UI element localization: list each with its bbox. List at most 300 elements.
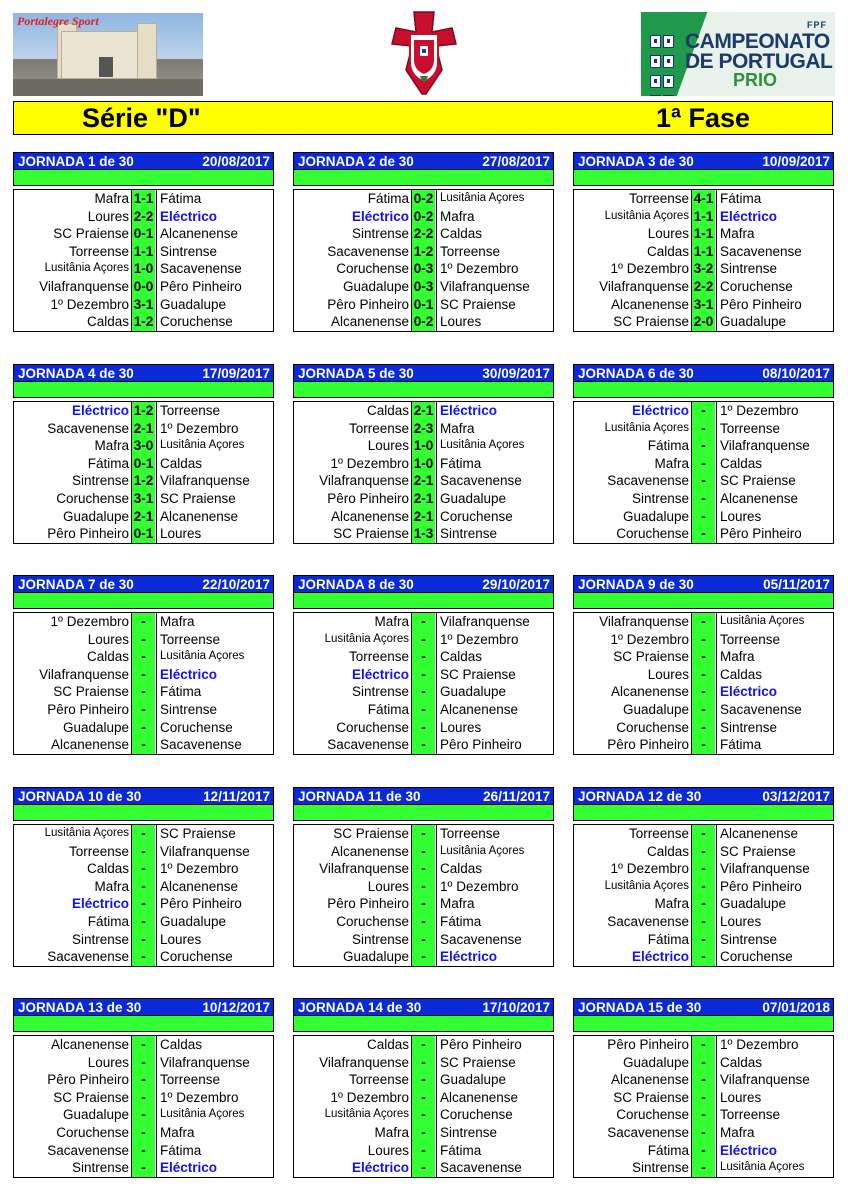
column-divider: [131, 825, 132, 966]
away-team: Pêro Pinheiro: [440, 737, 522, 753]
home-team: Loures: [367, 878, 409, 894]
match-score: -: [412, 683, 435, 701]
round-date: 17/10/2017: [482, 1000, 550, 1015]
match-score: -: [692, 437, 715, 455]
away-team: Sacavenense: [440, 1160, 522, 1176]
home-team: Torreense: [348, 420, 409, 436]
home-team: Lusitânia Açores: [604, 879, 689, 892]
away-team: Guadalupe: [440, 1072, 507, 1088]
match-score: -: [692, 455, 715, 473]
home-team: Fátima: [367, 701, 409, 717]
match-row: [574, 666, 833, 684]
match-score: 2-2: [693, 278, 714, 294]
match-score: 0-3: [413, 261, 434, 277]
away-team: Sacavenense: [720, 701, 802, 717]
away-team: Torreense: [720, 1107, 781, 1123]
home-team: Sacavenense: [607, 473, 689, 489]
match-score: -: [692, 913, 715, 931]
home-team: Loures: [367, 438, 409, 454]
away-team: 1º Dezembro: [160, 861, 239, 877]
match-score: -: [692, 683, 715, 701]
match-score: -: [412, 648, 435, 666]
away-team: Sintrense: [160, 243, 218, 259]
match-row: [574, 1071, 833, 1089]
away-team: 1º Dezembro: [440, 261, 519, 277]
logo-line2: DE PORTUGAL: [685, 50, 833, 73]
home-team: SC Praiense: [613, 649, 689, 665]
match-score: -: [412, 843, 435, 861]
match-row: [574, 296, 833, 314]
match-score: -: [412, 719, 435, 737]
away-team: Caldas: [720, 666, 763, 682]
match-row: [294, 683, 553, 701]
away-team: Coruchense: [160, 314, 233, 330]
away-team: Lusitânia Açores: [720, 1161, 805, 1174]
match-row: [574, 508, 833, 526]
match-row: [294, 243, 553, 261]
round-table: [13, 152, 274, 332]
round-header: [13, 575, 274, 593]
match-row: [14, 1054, 273, 1072]
match-row: [294, 948, 553, 966]
match-list: [293, 401, 554, 544]
match-row: [14, 683, 273, 701]
match-row: [574, 260, 833, 278]
away-team: Mafra: [160, 614, 195, 629]
away-team: Fátima: [720, 191, 762, 206]
match-score: -: [132, 825, 155, 843]
home-team: Coruchense: [56, 490, 129, 506]
match-score: -: [132, 931, 155, 949]
home-team: Coruchense: [56, 1124, 129, 1140]
home-team: Guadalupe: [342, 278, 409, 294]
match-row: [14, 913, 273, 931]
round-green-bar: [573, 1016, 834, 1032]
match-score: -: [692, 420, 715, 438]
match-row: [574, 243, 833, 261]
home-team: Pêro Pinheiro: [327, 490, 409, 506]
match-score: -: [412, 948, 435, 966]
home-team: Coruchense: [336, 261, 409, 277]
match-row: [574, 420, 833, 438]
match-score: 1-1: [693, 226, 714, 242]
match-row: [294, 931, 553, 949]
match-row: [14, 843, 273, 861]
away-team: Eléctrico: [720, 684, 778, 700]
match-score: 2-1: [413, 508, 434, 524]
match-score: -: [412, 931, 435, 949]
home-team: Fátima: [647, 931, 689, 947]
away-team: Torreense: [440, 826, 501, 841]
away-team: Loures: [160, 931, 202, 947]
home-team: Alcanenense: [330, 843, 409, 859]
match-score: 0-1: [133, 526, 154, 542]
round-header: [13, 364, 274, 382]
home-team: Mafra: [94, 438, 129, 454]
match-row: [294, 508, 553, 526]
match-list: [293, 612, 554, 755]
match-row: [14, 648, 273, 666]
away-team: SC Praiense: [440, 666, 516, 682]
round-date: 17/09/2017: [202, 366, 270, 381]
away-team: Alcanenense: [440, 701, 519, 717]
away-team: Lusitânia Açores: [160, 650, 245, 663]
home-team: Caldas: [86, 314, 129, 330]
match-score: 1-0: [413, 455, 434, 471]
away-team: Eléctrico: [440, 403, 498, 418]
match-score: 2-3: [413, 420, 434, 436]
away-team: Guadalupe: [720, 896, 787, 912]
round-title: JORNADA 14 de 30: [298, 1000, 422, 1015]
match-score: -: [692, 860, 715, 878]
home-team: Alcanenense: [50, 737, 129, 753]
away-team: SC Praiense: [720, 473, 796, 489]
match-row: [294, 278, 553, 296]
home-team: Guadalupe: [622, 701, 689, 717]
club-photo: [13, 13, 203, 96]
match-list: [293, 189, 554, 332]
match-score: 1-2: [133, 314, 154, 330]
away-team: Sintrense: [160, 701, 218, 717]
match-score: -: [132, 701, 155, 719]
match-score: -: [692, 948, 715, 966]
column-divider: [156, 1036, 157, 1177]
away-team: Guadalupe: [160, 913, 227, 929]
logo-line1: CAMPEONATO: [685, 30, 830, 53]
match-score: -: [132, 683, 155, 701]
away-team: Fátima: [440, 1142, 482, 1158]
match-row: [574, 1124, 833, 1142]
match-score: -: [132, 895, 155, 913]
match-row: [574, 490, 833, 508]
home-team: Lusitânia Açores: [324, 632, 409, 645]
round-table: [293, 364, 554, 544]
column-divider: [716, 1036, 717, 1177]
match-row: [14, 1159, 273, 1177]
column-divider: [691, 825, 692, 966]
away-team: Guadalupe: [440, 490, 507, 506]
match-row: [574, 472, 833, 490]
away-team: SC Praiense: [440, 296, 516, 312]
round-header: [573, 787, 834, 805]
away-team: Torreense: [720, 631, 781, 647]
match-row: [294, 437, 553, 455]
home-team: Vilafranquense: [319, 1054, 409, 1070]
home-team: Pêro Pinheiro: [607, 1037, 689, 1052]
match-row: [294, 402, 553, 420]
match-score: -: [692, 825, 715, 843]
round-green-bar: [13, 593, 274, 609]
match-row: [14, 701, 273, 719]
match-row: [294, 1142, 553, 1160]
home-team: Sintrense: [71, 1160, 129, 1176]
match-row: [574, 1106, 833, 1124]
match-score: -: [132, 1142, 155, 1160]
round-date: 26/11/2017: [483, 789, 550, 804]
home-team: Eléctrico: [351, 666, 409, 682]
match-score: 3-1: [133, 490, 154, 506]
round-date: 10/12/2017: [202, 1000, 270, 1015]
column-divider: [716, 402, 717, 543]
round-header: [13, 152, 274, 170]
match-row: [574, 1036, 833, 1054]
match-score: 0-0: [133, 278, 154, 294]
away-team: Alcanenense: [160, 878, 239, 894]
home-team: Mafra: [654, 455, 689, 471]
match-score: -: [412, 1159, 435, 1177]
match-score: -: [412, 895, 435, 913]
match-row: [574, 860, 833, 878]
home-team: Alcanenense: [330, 314, 409, 330]
round-header: [13, 998, 274, 1016]
away-team: Mafra: [160, 1124, 195, 1140]
column-divider: [411, 1036, 412, 1177]
match-score: -: [412, 1054, 435, 1072]
away-team: Mafra: [720, 226, 755, 242]
away-team: SC Praiense: [720, 843, 796, 859]
home-team: Sintrense: [351, 226, 409, 242]
column-divider: [691, 190, 692, 331]
round-date: 29/10/2017: [482, 577, 550, 592]
match-score: -: [132, 719, 155, 737]
match-row: [294, 825, 553, 843]
home-team: Torreense: [628, 826, 689, 841]
away-team: Sacavenense: [440, 473, 522, 489]
match-score: -: [692, 648, 715, 666]
match-row: [14, 525, 273, 543]
round-date: 05/11/2017: [763, 577, 830, 592]
home-team: Coruchense: [616, 526, 689, 542]
away-team: Pêro Pinheiro: [160, 278, 242, 294]
match-row: [294, 860, 553, 878]
away-team: Sintrense: [720, 719, 778, 735]
home-team: Sintrense: [631, 1160, 689, 1176]
match-row: [14, 1089, 273, 1107]
match-score: -: [412, 1071, 435, 1089]
match-row: [14, 402, 273, 420]
match-row: [14, 895, 273, 913]
away-team: Alcanenense: [160, 508, 239, 524]
away-team: Lusitânia Açores: [160, 1108, 245, 1121]
match-row: [14, 208, 273, 226]
home-team: Sacavenense: [607, 913, 689, 929]
match-list: [573, 401, 834, 544]
round-date: 30/09/2017: [482, 366, 550, 381]
match-score: -: [692, 1054, 715, 1072]
round-green-bar: [293, 1016, 554, 1032]
round-table: [13, 787, 274, 967]
home-team: Alcanenense: [610, 296, 689, 312]
home-team: Loures: [647, 666, 689, 682]
home-team: Sacavenense: [47, 949, 129, 965]
home-team: Mafra: [94, 878, 129, 894]
round-green-bar: [13, 170, 274, 186]
match-list: [573, 189, 834, 332]
column-divider: [436, 613, 437, 754]
match-row: [574, 843, 833, 861]
match-score: -: [692, 472, 715, 490]
match-row: [574, 190, 833, 208]
home-team: Mafra: [374, 1124, 409, 1140]
round-table: [293, 575, 554, 755]
match-row: [294, 208, 553, 226]
match-row: [574, 1142, 833, 1160]
match-score: -: [692, 701, 715, 719]
column-divider: [131, 190, 132, 331]
away-team: 1º Dezembro: [160, 1089, 239, 1105]
away-team: Coruchense: [720, 949, 793, 965]
match-list: [13, 189, 274, 332]
match-row: [294, 613, 553, 631]
away-team: Coruchense: [160, 949, 233, 965]
home-team: Fátima: [87, 913, 129, 929]
match-row: [14, 420, 273, 438]
home-team: SC Praiense: [613, 1089, 689, 1105]
home-team: Fátima: [647, 438, 689, 454]
round-header: [293, 364, 554, 382]
match-row: [574, 648, 833, 666]
home-team: SC Praiense: [613, 314, 689, 330]
home-team: Pêro Pinheiro: [47, 526, 129, 542]
away-team: Caldas: [440, 649, 483, 665]
logo-line3: PRIO: [733, 70, 778, 90]
match-score: 1-1: [693, 243, 714, 259]
match-row: [294, 1089, 553, 1107]
match-score: 2-1: [413, 490, 434, 506]
home-team: SC Praiense: [53, 226, 129, 242]
match-row: [294, 455, 553, 473]
match-row: [14, 1124, 273, 1142]
column-divider: [131, 1036, 132, 1177]
round-green-bar: [293, 805, 554, 821]
away-team: Sacavenense: [720, 243, 802, 259]
home-team: Guadalupe: [62, 1107, 129, 1123]
match-score: 2-2: [133, 208, 154, 224]
away-team: Guadalupe: [720, 314, 787, 330]
away-team: Coruchense: [440, 508, 513, 524]
match-row: [14, 1071, 273, 1089]
home-team: Sintrense: [351, 684, 409, 700]
match-row: [294, 296, 553, 314]
match-score: -: [692, 1071, 715, 1089]
match-score: -: [412, 913, 435, 931]
home-team: Torreense: [348, 649, 409, 665]
home-team: Torreense: [628, 191, 689, 206]
column-divider: [691, 1036, 692, 1177]
away-team: Torreense: [440, 243, 501, 259]
home-team: Eléctrico: [631, 949, 689, 965]
home-team: Sintrense: [351, 931, 409, 947]
away-team: Eléctrico: [720, 1142, 778, 1158]
photo-caption: Portalegre Sport: [17, 14, 99, 28]
away-team: Pêro Pinheiro: [440, 1037, 522, 1052]
match-row: [574, 736, 833, 754]
away-team: Coruchense: [160, 719, 233, 735]
round-date: 10/09/2017: [762, 154, 830, 169]
column-divider: [156, 613, 157, 754]
match-list: [573, 824, 834, 967]
match-row: [14, 225, 273, 243]
home-team: Loures: [367, 1142, 409, 1158]
match-row: [574, 208, 833, 226]
column-divider: [156, 402, 157, 543]
round-header: [293, 152, 554, 170]
match-score: 0-1: [413, 296, 434, 312]
home-team: Loures: [87, 631, 129, 647]
round-green-bar: [13, 1016, 274, 1032]
home-team: Pêro Pinheiro: [327, 296, 409, 312]
match-score: 1-0: [133, 261, 154, 277]
home-team: Lusitânia Açores: [44, 827, 129, 839]
column-divider: [131, 402, 132, 543]
home-team: Sacavenense: [327, 243, 409, 259]
match-row: [574, 701, 833, 719]
match-score: -: [692, 931, 715, 949]
match-score: 0-1: [133, 226, 154, 242]
away-team: Vilafranquense: [160, 1054, 250, 1070]
match-score: -: [412, 701, 435, 719]
away-team: Mafra: [720, 1124, 755, 1140]
match-row: [574, 437, 833, 455]
match-score: -: [692, 1124, 715, 1142]
match-score: 2-0: [693, 314, 714, 330]
away-team: Loures: [720, 508, 762, 524]
away-team: Lusitânia Açores: [160, 439, 245, 452]
home-team: Lusitânia Açores: [324, 1108, 409, 1121]
match-list: [13, 612, 274, 755]
home-team: Sacavenense: [327, 737, 409, 753]
away-team: Vilafranquense: [160, 473, 250, 489]
away-team: 1º Dezembro: [440, 631, 519, 647]
match-score: -: [412, 825, 435, 843]
fpf-crest-icon: [386, 10, 462, 96]
match-score: -: [692, 1142, 715, 1160]
match-row: [574, 878, 833, 896]
round-header: [573, 364, 834, 382]
match-score: -: [412, 1142, 435, 1160]
match-score: 3-0: [133, 438, 154, 454]
home-team: 1º Dezembro: [50, 614, 129, 629]
match-row: [14, 860, 273, 878]
match-score: -: [692, 631, 715, 649]
column-divider: [436, 825, 437, 966]
match-score: 1-1: [133, 191, 154, 206]
home-team: Loures: [647, 226, 689, 242]
home-team: Vilafranquense: [39, 666, 129, 682]
away-team: Pêro Pinheiro: [160, 896, 242, 912]
home-team: SC Praiense: [333, 526, 409, 542]
round-table: [13, 575, 274, 755]
match-score: -: [692, 402, 715, 420]
round-title: JORNADA 7 de 30: [18, 577, 134, 592]
home-team: Coruchense: [616, 1107, 689, 1123]
match-row: [14, 243, 273, 261]
match-score: -: [412, 878, 435, 896]
match-row: [14, 190, 273, 208]
column-divider: [131, 613, 132, 754]
column-divider: [436, 402, 437, 543]
round-header: [13, 787, 274, 805]
match-score: -: [132, 1071, 155, 1089]
shields-icon: [649, 34, 683, 90]
home-team: Caldas: [86, 649, 129, 665]
match-score: -: [692, 1106, 715, 1124]
away-team: Eléctrico: [160, 1160, 218, 1176]
round-table: [573, 787, 834, 967]
match-score: 2-1: [133, 420, 154, 436]
match-score: 2-2: [413, 226, 434, 242]
match-row: [574, 313, 833, 331]
